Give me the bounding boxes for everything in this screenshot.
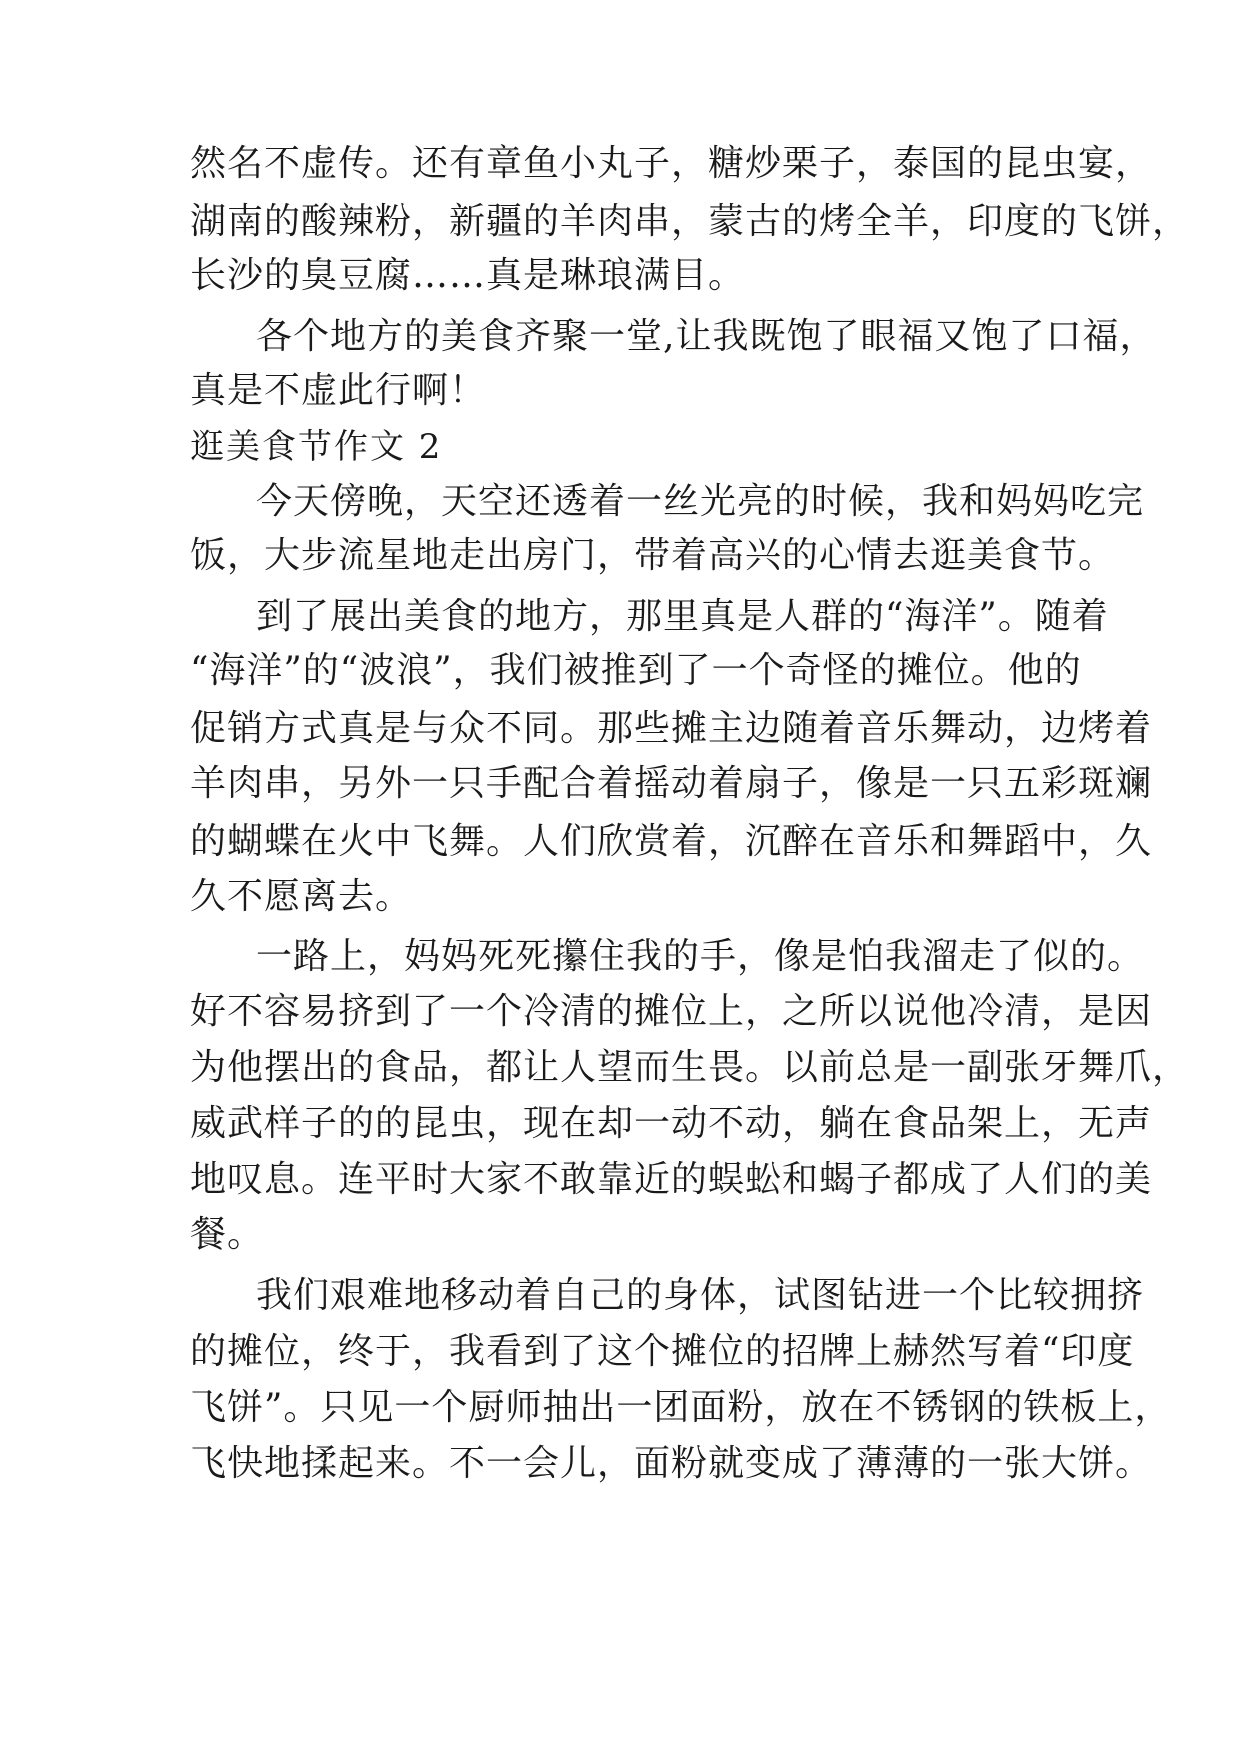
text-line: 到了展出美食的地方，那里真是人群的“海洋”。随着 (256, 596, 1109, 637)
text-line: 一路上，妈妈死死攥住我的手，像是怕我溜走了似的。 (256, 936, 1145, 977)
text-line: 湖南的酸辣粉，新疆的羊肉串，蒙古的烤全羊，印度的飞饼， (190, 201, 1190, 242)
text-line: 长沙的臭豆腐……真是琳琅满目。 (190, 255, 746, 296)
text-line: 为他摆出的食品，都让人望而生畏。以前总是一副张牙舞爪， (190, 1047, 1190, 1088)
text-line: 的蝴蝶在火中飞舞。人们欣赏着，沉醉在音乐和舞蹈中，久 (190, 821, 1153, 862)
text-line: 飞快地揉起来。不一会儿，面粉就变成了薄薄的一张大饼。 (190, 1443, 1153, 1484)
text-line: 餐。 (190, 1214, 265, 1255)
text-line: “海洋”的“波浪”，我们被推到了一个奇怪的摊位。他的 (190, 650, 1082, 691)
text-line: 真是不虚此行啊！ (190, 370, 487, 411)
text-line: 然名不虚传。还有章鱼小丸子，糖炒栗子，泰国的昆虫宴， (190, 143, 1153, 184)
text-line: 的摊位，终于，我看到了这个摊位的招牌上赫然写着“印度 (190, 1331, 1135, 1372)
section-heading: 逛美食节作文 2 (190, 427, 443, 467)
text-line: 地叹息。连平时大家不敢靠近的蜈蚣和蝎子都成了人们的美 (190, 1159, 1153, 1200)
text-line: 促销方式真是与众不同。那些摊主边随着音乐舞动，边烤着 (190, 708, 1153, 749)
text-line: 飞饼”。只见一个厨师抽出一团面粉，放在不锈钢的铁板上， (190, 1387, 1172, 1428)
text-line: 我们艰难地移动着自己的身体，试图钻进一个比较拥挤 (256, 1275, 1145, 1316)
text-line: 各个地方的美食齐聚一堂,让我既饱了眼福又饱了口福， (256, 316, 1157, 357)
text-line: 今天傍晚，天空还透着一丝光亮的时候，我和妈妈吃完 (256, 481, 1145, 522)
text-line: 威武样子的的昆虫，现在却一动不动，躺在食品架上，无声 (190, 1103, 1153, 1144)
text-line: 好不容易挤到了一个冷清的摊位上，之所以说他冷清，是因 (190, 991, 1153, 1032)
text-line: 饭，大步流星地走出房门，带着高兴的心情去逛美食节。 (190, 535, 1116, 576)
text-line: 羊肉串，另外一只手配合着摇动着扇子，像是一只五彩斑斓 (190, 763, 1153, 804)
text-line: 久不愿离去。 (190, 876, 413, 917)
